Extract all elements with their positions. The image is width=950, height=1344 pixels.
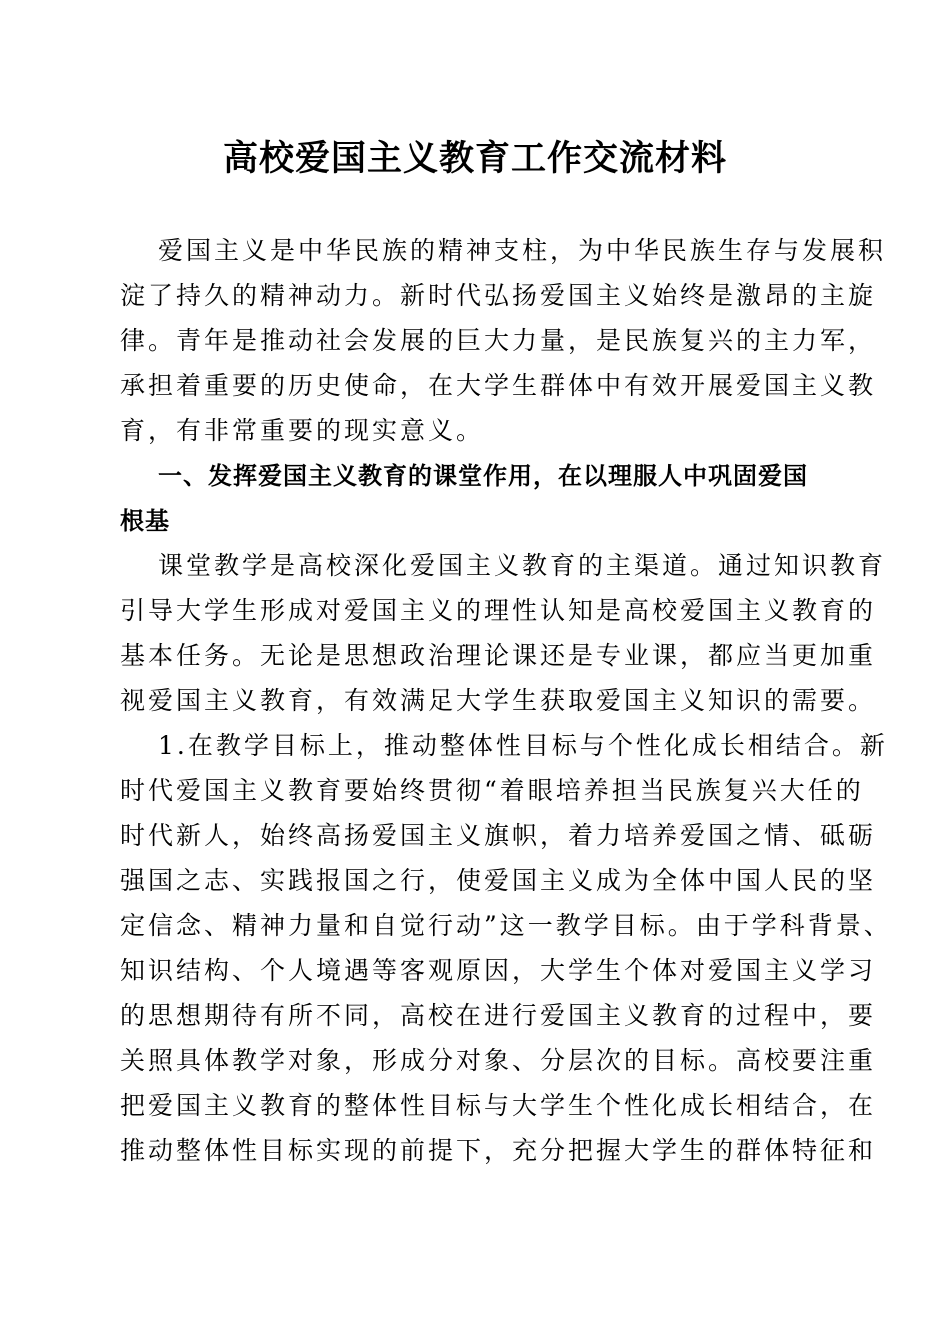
body-text-line: 知识结构、个人境遇等客观原因，大学生个体对爱国主义学习 bbox=[120, 956, 877, 985]
body-text-line: 的思想期待有所不同，高校在进行爱国主义教育的过程中，要 bbox=[120, 1001, 877, 1030]
document-title: 高校爱国主义教育工作交流材料 bbox=[222, 138, 727, 179]
body-text-line: 时代爱国主义教育要始终贯彻“着眼培养担当民族复兴大任的 bbox=[120, 776, 864, 805]
body-text-line: 定信念、精神力量和自觉行动”这一教学目标。由于学科背景、 bbox=[120, 911, 892, 940]
body-text-line: 基本任务。无论是思想政治理论课还是专业课，都应当更加重 bbox=[120, 641, 877, 670]
body-text-line: 强国之志、实践报国之行，使爱国主义成为全体中国人民的坚 bbox=[120, 866, 877, 895]
body-text-line: 育，有非常重要的现实意义。 bbox=[120, 416, 485, 445]
body-text-line: 引导大学生形成对爱国主义的理性认知是高校爱国主义教育的 bbox=[120, 596, 877, 625]
body-text-line: 时代新人，始终高扬爱国主义旗帜，着力培养爱国之情、砥砺 bbox=[120, 821, 877, 850]
body-text-line: 律。青年是推动社会发展的巨大力量，是民族复兴的主力军， bbox=[120, 326, 877, 355]
body-text-line: 承担着重要的历史使命，在大学生群体中有效开展爱国主义教 bbox=[120, 371, 877, 400]
body-text-line: 爱国主义是中华民族的精神支柱，为中华民族生存与发展积 bbox=[158, 236, 887, 265]
section-heading: 一、发挥爱国主义教育的课堂作用，在以理服人中巩固爱国 bbox=[158, 462, 808, 490]
body-text-line: 关照具体教学对象，形成分对象、分层次的目标。高校要注重 bbox=[120, 1046, 877, 1075]
body-text-line: 视爱国主义教育，有效满足大学生获取爱国主义知识的需要。 bbox=[120, 686, 877, 715]
body-text-line: 淀了持久的精神动力。新时代弘扬爱国主义始终是激昂的主旋 bbox=[120, 281, 877, 310]
section-heading: 根基 bbox=[120, 507, 170, 535]
body-text-line: 1.在教学目标上，推动整体性目标与个性化成长相结合。新 bbox=[158, 731, 888, 760]
body-text-line: 推动整体性目标实现的前提下，充分把握大学生的群体特征和 bbox=[120, 1136, 877, 1165]
body-text-line: 课堂教学是高校深化爱国主义教育的主渠道。通过知识教育 bbox=[158, 551, 887, 580]
body-text-line: 把爱国主义教育的整体性目标与大学生个性化成长相结合，在 bbox=[120, 1091, 877, 1120]
